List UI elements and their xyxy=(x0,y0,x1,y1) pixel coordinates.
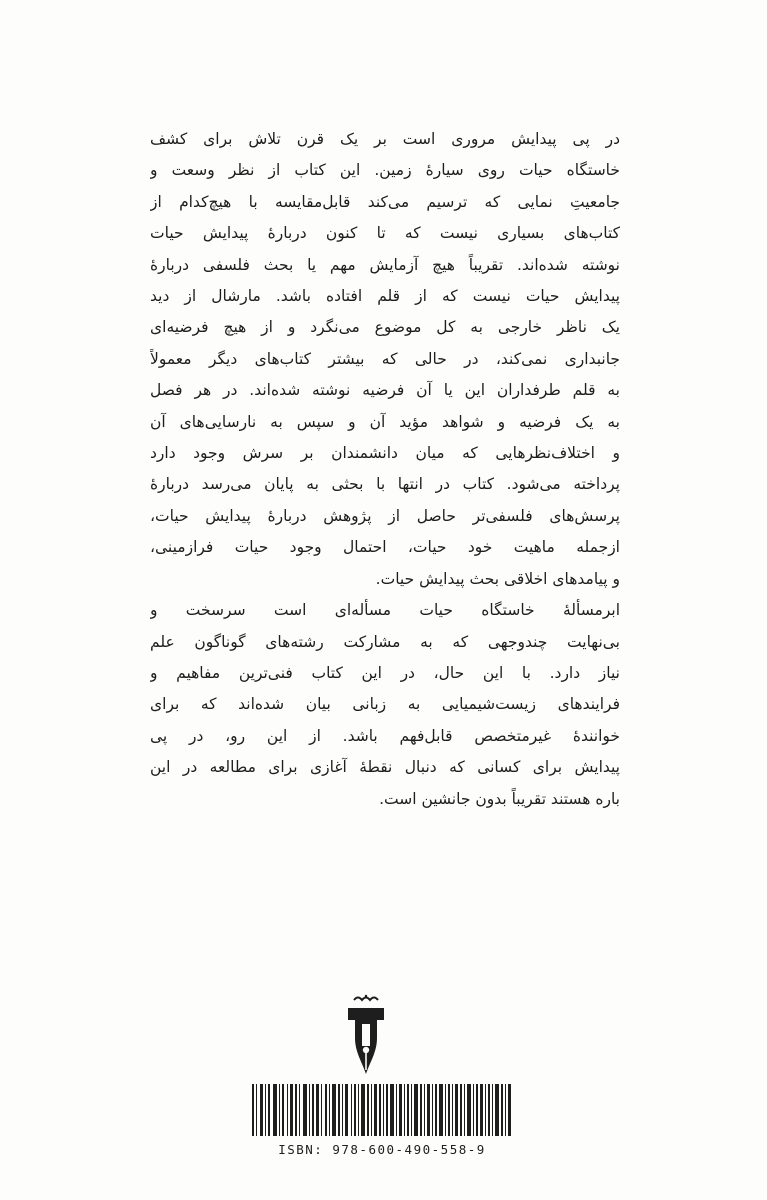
publisher-logo-icon xyxy=(344,994,388,1076)
blurb-line: پیدایش حیات نیست که از قلم افتاده باشد. مارشال از دید xyxy=(150,287,620,306)
blurb-line: پیدایش برای کسانی که دنبال نقطهٔ آغازی برای مطالعه در این xyxy=(150,758,620,777)
barcode-block xyxy=(248,1084,516,1157)
blurb-line: خاستگاه حیات روی سیارهٔ زمین. این کتاب از نظر وسعت و xyxy=(150,161,620,180)
blurb-line: در پی پیدایش مروری است بر یک قرن تلاش برای کشف xyxy=(150,130,620,148)
blurb-line: جامعیتِ نمایی که ترسیم می‌کند قابل‌مقایسه با هیچ‌کدام از xyxy=(150,192,620,211)
blurb-line: پرسش‌های فلسفی‌تر حاصل از پژوهش دربارهٔ پیدایش حیات، xyxy=(150,506,620,525)
blurb-line: به قلم طرفداران این یا آن فرضیه نوشته شده‌اند. در هر فصل xyxy=(150,381,620,400)
blurb-line: کتاب‌های بسیاری نیست که تا کنون دربارهٔ پیدایش حیات xyxy=(150,224,620,243)
blurb-line: ابرمسألهٔ خاستگاه حیات مسأله‌ای است سرسخت و xyxy=(150,601,620,620)
blurb-line: به یک فرضیه و شواهد مؤید آن و سپس به نارسایی‌های آن xyxy=(150,412,620,431)
blurb-line: نوشته شده‌اند. تقریباً هیچ آزمایش مهم یا بحث فلسفی دربارهٔ xyxy=(150,255,620,274)
blurb-line: و اختلاف‌نظرهایی که میان دانشمندان بر سرش وجود دارد xyxy=(150,444,620,463)
blurb-line: و پیامدهای اخلاقی بحث پیدایش حیات. xyxy=(375,569,620,588)
blurb-line: بی‌نهایت چندوجهی که به مشارکت رشته‌های گوناگون علم xyxy=(150,632,620,651)
blurb-line: یک ناظر خارجی به کل موضوع می‌نگرد و از هیچ فرضیه‌ای xyxy=(150,318,620,337)
barcode-icon xyxy=(248,1084,516,1136)
blurb-line: جانبداری نمی‌کند، در حالی که بیشتر کتاب‌های دیگر معمولاً xyxy=(150,349,620,368)
blurb-line: فرایندهای زیست‌شیمیایی به زبانی بیان شده‌اند که برای xyxy=(150,695,620,714)
blurb-line: ازجمله ماهیت خود حیات، احتمال وجود حیات فرازمینی، xyxy=(150,538,620,557)
blurb-line: پرداخته می‌شود. کتاب در انتها با بحثی به پایان می‌رسد دربارهٔ xyxy=(150,475,620,494)
blurb-line: خوانندهٔ غیرمتخصص قابل‌فهم باشد. از این رو، در پی xyxy=(150,726,620,745)
blurb-text xyxy=(150,124,620,815)
blurb-line: نیاز دارد. با این حال، در این کتاب فنی‌ترین مفاهیم و xyxy=(150,663,620,682)
blurb-line: باره هستند تقریباً بدون جانشین است. xyxy=(379,789,620,808)
isbn-label: ISBN: 978-600-490-558-9 xyxy=(278,1142,486,1157)
